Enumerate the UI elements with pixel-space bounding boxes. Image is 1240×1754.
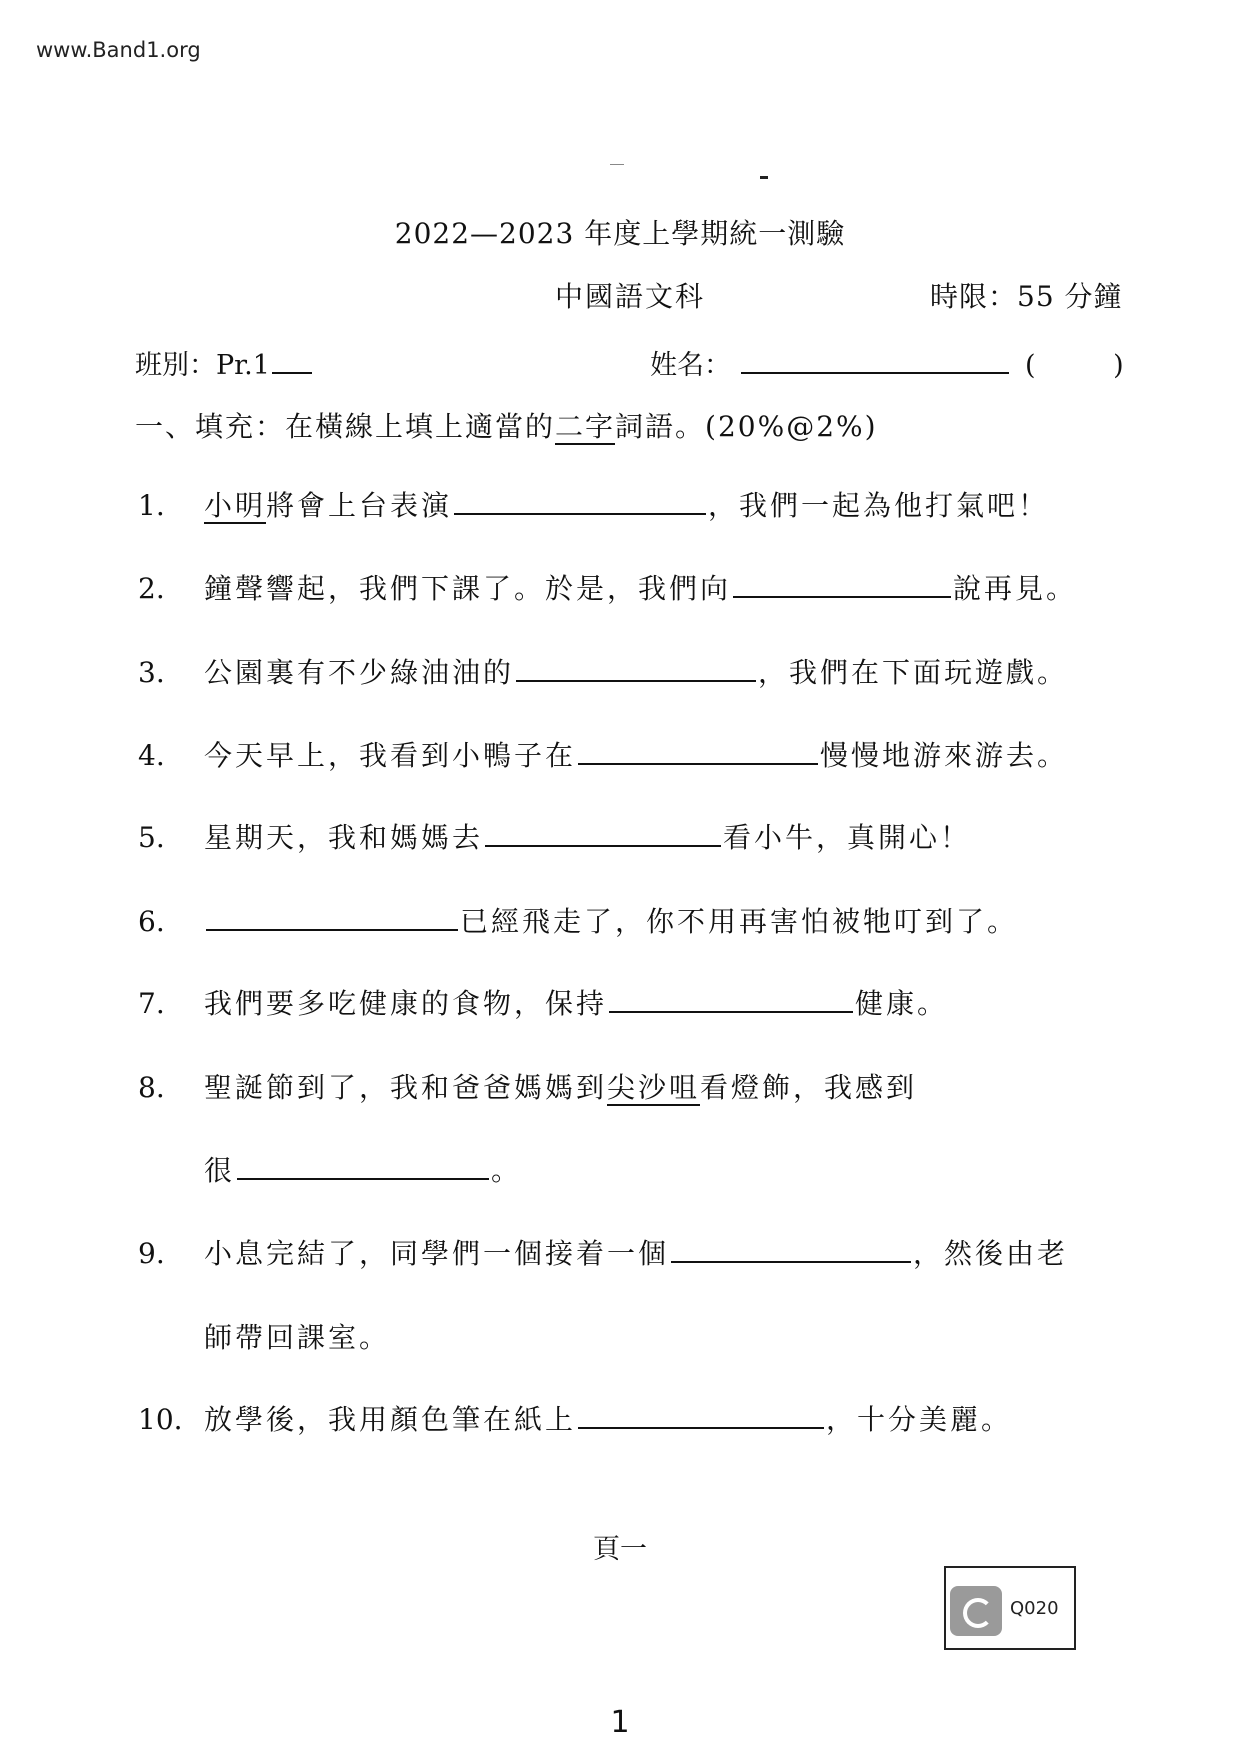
- question-text: 我們要多吃健康的食物，保持: [204, 987, 608, 1020]
- question-text: ，十分美麗。: [826, 1403, 1013, 1436]
- page-label: 頁一: [593, 1534, 647, 1565]
- class-field: [135, 343, 314, 382]
- question-text: 看燈飾，我感到: [700, 1071, 918, 1104]
- question-4: [138, 734, 1068, 774]
- question-text: 說再見。: [953, 572, 1078, 605]
- question-text: 師帶回課室。: [204, 1321, 391, 1354]
- class-value: Pr.1: [216, 350, 270, 381]
- scan-speck: [610, 164, 624, 165]
- name-label: 姓名：: [650, 350, 731, 381]
- section-instruction: 一、填充：在橫線上填上適當的: [135, 410, 556, 443]
- question-text: 健康。: [855, 987, 949, 1020]
- question-text: 。: [491, 1154, 523, 1187]
- section-heading: [135, 405, 878, 445]
- question-3: [138, 651, 1068, 691]
- question-number: 7.: [138, 987, 165, 1020]
- question-text: 看小牛，真開心！: [723, 821, 972, 854]
- answer-blank[interactable]: [609, 1010, 853, 1013]
- document-stamp: [944, 1566, 1076, 1650]
- question-8-continued: [138, 1149, 522, 1189]
- question-text: 星期天，我和媽媽去: [204, 821, 484, 854]
- question-6: [138, 900, 1018, 940]
- site-url[interactable]: www.Band1.org: [36, 38, 201, 62]
- question-number: 10.: [138, 1403, 183, 1436]
- refresh-icon: [950, 1586, 1002, 1636]
- question-1: [138, 484, 1049, 524]
- question-7: [138, 982, 948, 1022]
- question-number: 2.: [138, 572, 165, 605]
- answer-blank[interactable]: [578, 762, 818, 765]
- question-text: 公園裏有不少綠油油的: [204, 656, 515, 689]
- question-text: 小息完結了，同學們一個接着一個: [204, 1237, 670, 1270]
- class-blank[interactable]: [272, 371, 312, 374]
- answer-blank[interactable]: [671, 1260, 911, 1263]
- question-text: 放學後，我用顏色筆在紙上: [204, 1403, 577, 1436]
- question-text: 鐘聲響起，我們下課了。於是，我們向: [204, 572, 732, 605]
- question-number: 6.: [138, 905, 165, 938]
- question-text: 慢慢地游來游去。: [820, 739, 1069, 772]
- question-9-continued: [138, 1316, 390, 1356]
- name-field: [650, 343, 1138, 382]
- question-number: 4.: [138, 739, 165, 772]
- question-text: ，我們一起為他打氣吧！: [708, 489, 1050, 522]
- question-8: [138, 1066, 917, 1106]
- page-number: 1: [610, 1705, 630, 1740]
- question-5: [138, 816, 971, 856]
- question-text: 將會上台表演: [266, 489, 453, 522]
- question-text: ，我們在下面玩遊戲。: [758, 656, 1069, 689]
- section-emphasis: 二字: [555, 410, 616, 443]
- question-number: 9.: [138, 1237, 165, 1270]
- question-text: 已經飛走了，你不用再害怕被牠叮到了。: [460, 905, 1019, 938]
- question-text: 很: [204, 1154, 236, 1187]
- answer-blank[interactable]: [206, 928, 458, 931]
- time-limit: 時限：55 分鐘: [930, 280, 1123, 313]
- question-10: [138, 1398, 1012, 1438]
- question-number: 5.: [138, 821, 165, 854]
- answer-blank[interactable]: [237, 1177, 489, 1180]
- question-text: ，然後由老: [913, 1237, 1069, 1270]
- place-name: 尖沙咀: [607, 1071, 701, 1104]
- class-label: 班別：: [135, 350, 216, 381]
- exam-title: 2022—2023 年度上學期統一測驗: [394, 217, 846, 250]
- scan-speck: [760, 176, 768, 179]
- name-blank[interactable]: [741, 371, 1009, 374]
- answer-blank[interactable]: [516, 679, 756, 682]
- question-9: [138, 1232, 1068, 1272]
- question-2: [138, 567, 1077, 607]
- subject-label: 中國語文科: [555, 280, 706, 313]
- class-number-paren: ( ): [1025, 350, 1138, 381]
- answer-blank[interactable]: [454, 512, 706, 515]
- question-number: 3.: [138, 656, 165, 689]
- answer-blank[interactable]: [485, 844, 721, 847]
- question-number: 1.: [138, 489, 165, 522]
- answer-blank[interactable]: [578, 1426, 824, 1429]
- stamp-code: Q020: [1010, 1598, 1059, 1619]
- section-marks: 詞語。(20%@2%): [615, 410, 878, 443]
- question-number: 8.: [138, 1071, 165, 1104]
- question-text: 今天早上，我看到小鴨子在: [204, 739, 577, 772]
- answer-blank[interactable]: [733, 595, 951, 598]
- proper-name: 小明: [204, 489, 267, 522]
- question-text: 聖誕節到了，我和爸爸媽媽到: [204, 1071, 608, 1104]
